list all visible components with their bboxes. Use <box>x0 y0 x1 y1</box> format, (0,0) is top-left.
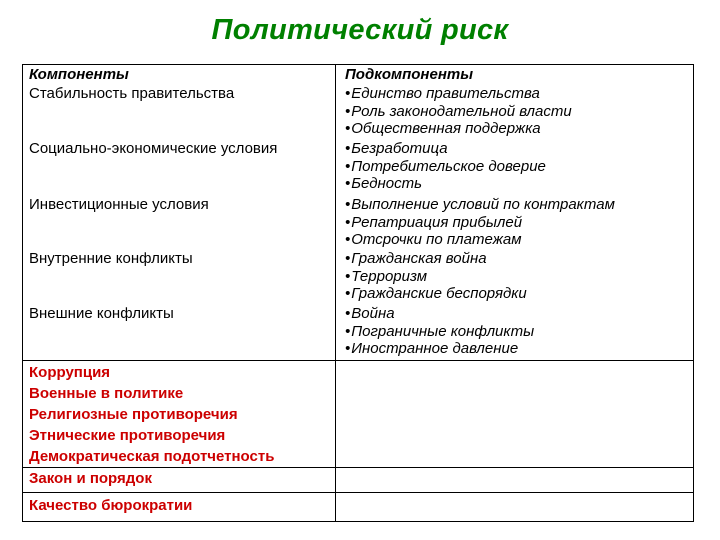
list-item: • Безработица <box>345 140 546 158</box>
list-item: • Единство правительства <box>345 85 572 103</box>
header-components: Компоненты <box>29 66 129 83</box>
subcomponent-list <box>345 196 615 249</box>
list-item: • Терроризм <box>345 268 527 286</box>
subcomponent-list <box>345 250 527 303</box>
list-item: • Иностранное давление <box>345 340 534 358</box>
list-item: • Гражданские беспорядки <box>345 285 527 303</box>
subcomponent-list <box>345 140 546 193</box>
component-cell: Внутренние конфликты <box>29 250 193 267</box>
page-title: Политический риск <box>211 14 509 46</box>
row-divider-2 <box>23 467 693 468</box>
list-item: • Роль законодательной власти <box>345 103 572 121</box>
list-item: Демократическая подотчетность <box>29 448 275 465</box>
list-item: Военные в политике <box>29 385 184 402</box>
red-components-list <box>29 362 274 467</box>
component-cell: Инвестиционные условия <box>29 196 209 213</box>
list-item: • Гражданская война <box>345 250 527 268</box>
row-divider-3 <box>23 492 693 493</box>
list-item: • Выполнение условий по контрактам <box>345 196 615 214</box>
list-item: Коррупция <box>29 364 111 381</box>
subcomponent-list <box>345 305 534 358</box>
risk-table <box>22 64 694 522</box>
component-cell: Стабильность правительства <box>29 85 235 102</box>
row-divider-1 <box>23 360 693 361</box>
list-item: • Потребительское доверие <box>345 158 546 176</box>
list-item: • Общественная поддержка <box>345 120 572 138</box>
list-item: • Репатриация прибылей <box>345 214 615 232</box>
header-subcomponents: Подкомпоненты <box>345 66 474 83</box>
component-cell: Социально-экономические условия <box>29 140 278 157</box>
list-item: Религиозные противоречия <box>29 406 238 423</box>
list-item: Этнические противоречия <box>29 427 226 444</box>
component-cell: Внешние конфликты <box>29 305 174 322</box>
column-divider <box>335 65 336 521</box>
component-cell: Закон и порядок <box>29 470 152 487</box>
subcomponent-list <box>345 85 572 138</box>
list-item: • Пограничные конфликты <box>345 323 534 341</box>
list-item: • Отсрочки по платежам <box>345 231 615 249</box>
list-item: • Бедность <box>345 175 546 193</box>
component-cell: Качество бюрократии <box>29 497 193 514</box>
list-item: • Война <box>345 305 534 323</box>
